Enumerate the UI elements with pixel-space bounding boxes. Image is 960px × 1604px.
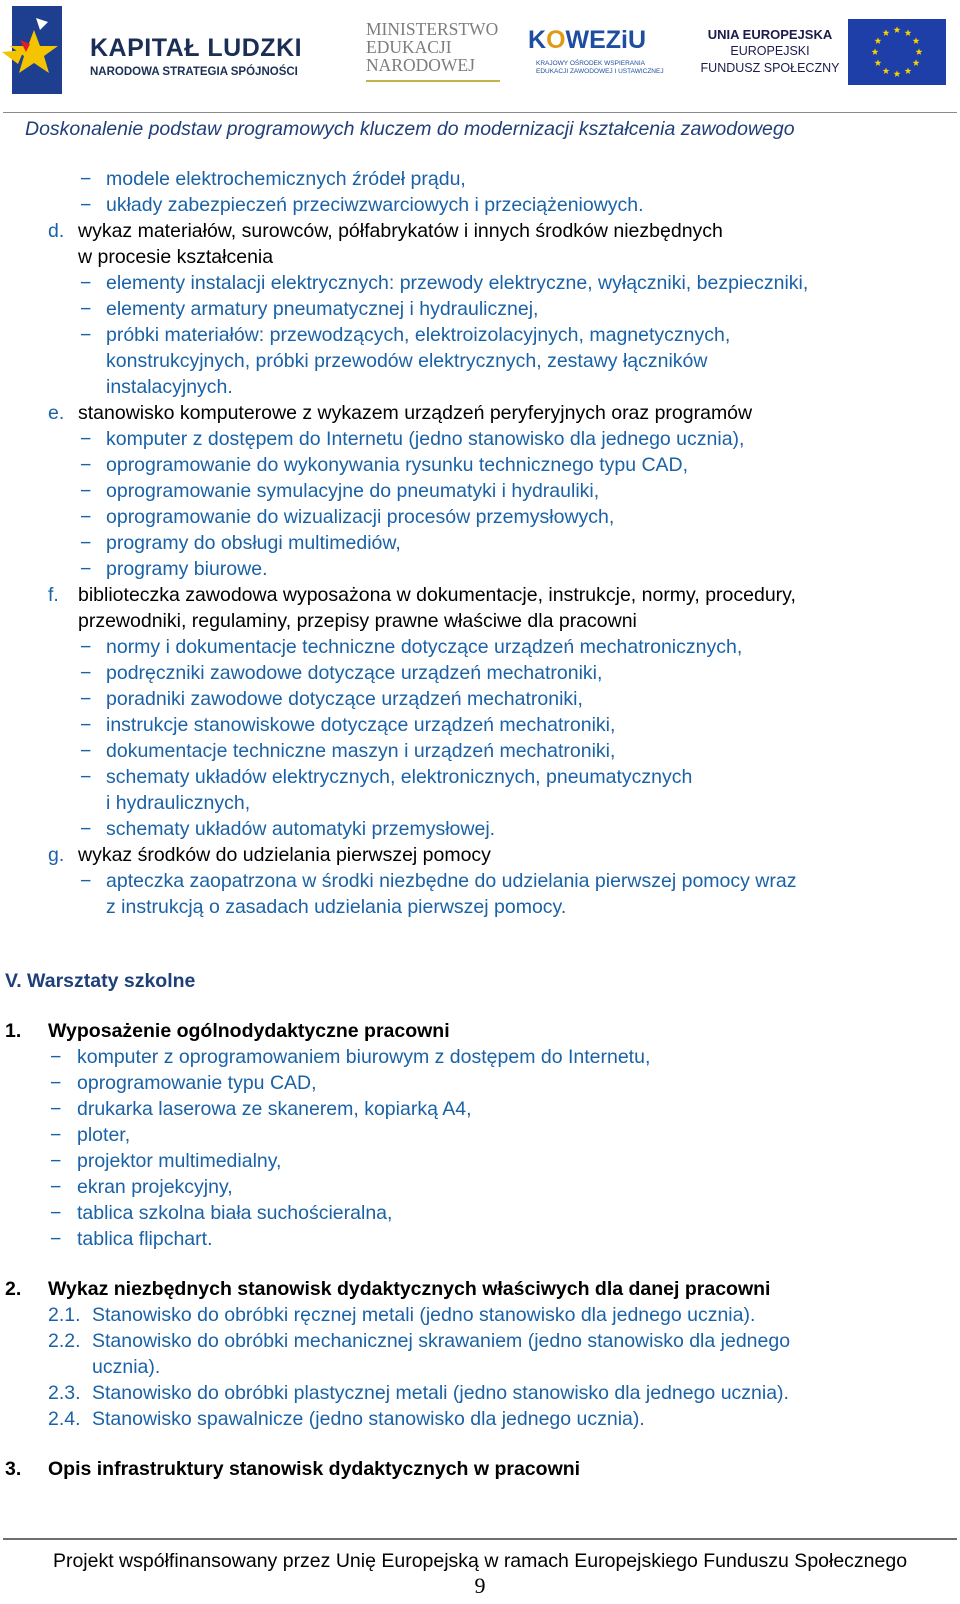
list-item: układy zabezpieczeń przeciwzwarciowych i przeciążeniowych. <box>106 194 644 216</box>
list-dash: − <box>80 688 92 710</box>
header-rule <box>3 112 957 113</box>
list-dash: − <box>80 506 92 528</box>
list-item: oprogramowanie do wykonywania rysunku technicznego typu CAD, <box>106 454 689 476</box>
list-item: schematy układów automatyki przemysłowej. <box>106 818 496 840</box>
list-dash: − <box>50 1124 62 1146</box>
numbered-item: Stanowisko do obróbki plastycznej metali (jedno stanowisko dla jednego ucznia). <box>92 1382 789 1404</box>
ministerstwo-logo-underline <box>366 80 500 82</box>
list-dash: − <box>80 870 92 892</box>
numbered-item: Stanowisko spawalnicze (jedno stanowisko dla jednego ucznia). <box>92 1408 645 1430</box>
list-dash: − <box>80 298 92 320</box>
list-dash: − <box>80 662 92 684</box>
list-dash: − <box>80 480 92 502</box>
list-dash: − <box>80 766 92 788</box>
list-item: tablica szkolna biała suchościeralna, <box>77 1202 393 1224</box>
list-marker-d: d. <box>48 220 65 242</box>
list-item: ekran projekcyjny, <box>77 1176 233 1198</box>
list-item: instrukcje stanowiskowe dotyczące urządzeń mechatroniki, <box>106 714 616 736</box>
numbered-item-number: 2.1. <box>48 1304 81 1326</box>
list-dash: − <box>80 714 92 736</box>
subsection-heading: Wykaz niezbędnych stanowisk dydaktycznych właściwych dla danej pracowni <box>48 1278 771 1300</box>
list-item: elementy instalacji elektrycznych: przewody elektryczne, wyłączniki, bezpieczniki, <box>106 272 809 294</box>
list-item: dokumentacje techniczne maszyn i urządzeń mechatroniki, <box>106 740 616 762</box>
numbered-item: Stanowisko do obróbki mechanicznej skrawaniem (jedno stanowisko dla jednego <box>92 1330 791 1352</box>
list-heading-e: stanowisko komputerowe z wykazem urządzeń peryferyjnych oraz programów <box>78 402 753 424</box>
list-dash: − <box>50 1046 62 1068</box>
list-item: drukarka laserowa ze skanerem, kopiarką A4, <box>77 1098 472 1120</box>
list-item: próbki materiałów: przewodzących, elektroizolacyjnych, magnetycznych, <box>106 324 731 346</box>
numbered-item-number: 2.3. <box>48 1382 81 1404</box>
list-marker-e: e. <box>48 402 65 424</box>
list-dash: − <box>50 1176 62 1198</box>
list-item: elementy armatury pneumatycznej i hydraulicznej, <box>106 298 539 320</box>
list-dash: − <box>50 1098 62 1120</box>
numbered-item-cont: ucznia). <box>92 1356 161 1378</box>
list-item: komputer z oprogramowaniem biurowym z dostępem do Internetu, <box>77 1046 651 1068</box>
footer-rule <box>3 1538 957 1540</box>
list-dash: − <box>50 1072 62 1094</box>
list-item: podręczniki zawodowe dotyczące urządzeń mechatroniki, <box>106 662 603 684</box>
list-dash: − <box>80 168 92 190</box>
kowezu-logo-subtitle: KRAJOWY OŚRODEK WSPIERANIA EDUKACJI ZAWODOWEJ I USTAWICZNEJ <box>536 60 664 75</box>
list-dash: − <box>50 1202 62 1224</box>
ministerstwo-logo-text: MINISTERSTWO EDUKACJI NARODOWEJ <box>366 19 499 75</box>
list-dash: − <box>80 818 92 840</box>
list-item: normy i dokumentacje techniczne dotyczące urządzeń mechatronicznych, <box>106 636 743 658</box>
kapital-ludzki-star-logo <box>0 0 68 100</box>
list-dash: − <box>80 454 92 476</box>
list-dash: − <box>80 532 92 554</box>
list-dash: − <box>80 428 92 450</box>
list-item: projektor multimedialny, <box>77 1150 282 1172</box>
list-item-cont: konstrukcyjnych, próbki przewodów elektrycznych, zestawy łączników <box>106 350 708 372</box>
ue-logo-text: UNIA EUROPEJSKA EUROPEJSKI FUNDUSZ SPOŁECZNY <box>700 27 840 75</box>
list-heading-d-cont: w procesie kształcenia <box>78 246 274 268</box>
list-item: ploter, <box>77 1124 131 1146</box>
kowezu-logo-word: KOWEZiU <box>528 26 647 54</box>
numbered-item-number: 2.4. <box>48 1408 81 1430</box>
list-dash: − <box>80 636 92 658</box>
list-item: schematy układów elektrycznych, elektronicznych, pneumatycznych <box>106 766 693 788</box>
footer-text: Projekt współfinansowany przez Unię Europejską w ramach Europejskiego Funduszu Społecznego <box>52 1550 908 1572</box>
numbered-item: Stanowisko do obróbki ręcznej metali (jedno stanowisko dla jednego ucznia). <box>92 1304 756 1326</box>
subsection-number: 3. <box>5 1458 22 1480</box>
list-item: programy biurowe. <box>106 558 268 580</box>
list-dash: − <box>50 1150 62 1172</box>
list-item: oprogramowanie symulacyjne do pneumatyki i hydrauliki, <box>106 480 600 502</box>
list-dash: − <box>80 194 92 216</box>
kapital-ludzki-title: KAPITAŁ LUDZKI <box>90 34 303 62</box>
subsection-heading: Wyposażenie ogólnodydaktyczne pracowni <box>48 1020 450 1042</box>
list-heading-d: wykaz materiałów, surowców, półfabrykatów i innych środków niezbędnych <box>78 220 723 242</box>
list-item: komputer z dostępem do Internetu (jedno stanowisko dla jednego ucznia), <box>106 428 745 450</box>
list-heading-f-cont: przewodniki, regulaminy, przepisy prawne właściwe dla pracowni <box>78 610 637 632</box>
document-subtitle: Doskonalenie podstaw programowych kluczem do modernizacji kształcenia zawodowego <box>25 118 795 140</box>
list-item: oprogramowanie do wizualizacji procesów przemysłowych, <box>106 506 615 528</box>
subsection-number: 1. <box>5 1020 22 1042</box>
list-dash: − <box>80 558 92 580</box>
kapital-ludzki-subtitle: NARODOWA STRATEGIA SPÓJNOŚCI <box>90 66 298 78</box>
list-item-cont: z instrukcją o zasadach udzielania pierwszej pomocy. <box>106 896 567 918</box>
list-item: modele elektrochemicznych źródeł prądu, <box>106 168 466 190</box>
list-item: programy do obsługi multimediów, <box>106 532 401 554</box>
subsection-heading: Opis infrastruktury stanowisk dydaktycznych w pracowni <box>48 1458 581 1480</box>
section-heading: V. Warsztaty szkolne <box>5 970 196 992</box>
list-dash: − <box>80 740 92 762</box>
list-item: poradniki zawodowe dotyczące urządzeń mechatroniki, <box>106 688 583 710</box>
list-item: tablica flipchart. <box>77 1228 213 1250</box>
list-item: oprogramowanie typu CAD, <box>77 1072 317 1094</box>
list-item-cont: i hydraulicznych, <box>106 792 251 814</box>
list-heading-f: biblioteczka zawodowa wyposażona w dokumentacje, instrukcje, normy, procedury, <box>78 584 796 606</box>
list-heading-g: wykaz środków do udzielania pierwszej pomocy <box>78 844 491 866</box>
numbered-item-number: 2.2. <box>48 1330 81 1352</box>
subsection-number: 2. <box>5 1278 22 1300</box>
list-dash: − <box>50 1228 62 1250</box>
list-marker-g: g. <box>48 844 65 866</box>
list-dash: − <box>80 324 92 346</box>
page-number: 9 <box>474 1573 486 1598</box>
header-logos <box>0 0 960 112</box>
eu-flag-icon <box>848 19 946 85</box>
list-item-cont: instalacyjnych. <box>106 376 233 398</box>
list-marker-f: f. <box>48 584 59 606</box>
list-dash: − <box>80 272 92 294</box>
list-item: apteczka zaopatrzona w środki niezbędne do udzielania pierwszej pomocy wraz <box>106 870 797 892</box>
